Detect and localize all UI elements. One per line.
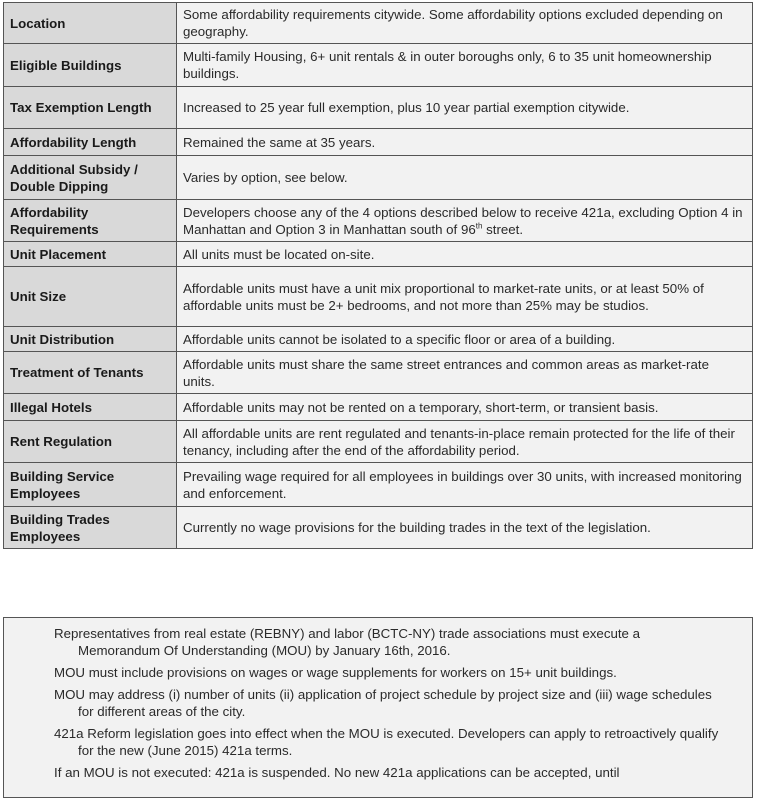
row-label: Affordability Length <box>4 129 177 156</box>
row-value: Currently no wage provisions for the building trades in the text of the legislation. <box>177 507 753 549</box>
note-item: MOU may address (i) number of units (ii) application of project schedule by project size and (iii) wage schedules for different areas of the city. <box>54 687 712 719</box>
row-label: Eligible Buildings <box>4 44 177 87</box>
row-label: Unit Size <box>4 267 177 327</box>
row-value: Prevailing wage required for all employees in buildings over 30 units, with increased monitoring and enforcement. <box>177 463 753 507</box>
table-row <box>4 3 753 44</box>
row-value: Remained the same at 35 years. <box>177 129 753 156</box>
row-label: Additional Subsidy / Double Dipping <box>4 156 177 200</box>
row-value: All units must be located on-site. <box>177 242 753 267</box>
table-row <box>4 352 753 394</box>
row-value: All affordable units are rent regulated and tenants-in-place remain protected for the life of their tenancy, including after the end of the affordability period. <box>177 421 753 463</box>
row-label: Location <box>4 3 177 44</box>
note-item: 421a Reform legislation goes into effect when the MOU is executed. Developers can apply to retroactively qualify for the new (June 2015) 421a terms. <box>54 726 719 758</box>
table-row <box>4 129 753 156</box>
row-value <box>177 200 753 242</box>
table-row <box>4 327 753 352</box>
row-value: Affordable units must have a unit mix proportional to market-rate units, or at least 50% of affordable units must be 2+ bedrooms, and not more than 25% may be studios. <box>177 267 753 327</box>
row-value: Increased to 25 year full exemption, plus 10 year partial exemption citywide. <box>177 87 753 129</box>
table-row <box>4 267 753 327</box>
table-row <box>4 156 753 200</box>
row-label: Unit Placement <box>4 242 177 267</box>
table-row <box>4 421 753 463</box>
row-value: Varies by option, see below. <box>177 156 753 200</box>
row-value: Some affordability requirements citywide. Some affordability options excluded depending on geography. <box>177 3 753 44</box>
note-item: Representatives from real estate (REBNY) and labor (BCTC-NY) trade associations must execute a Memorandum Of Understanding (MOU) by January 16th, 2016. <box>54 626 641 658</box>
row-label: Treatment of Tenants <box>4 352 177 394</box>
policy-table <box>3 2 753 549</box>
row-value: Affordable units must share the same street entrances and common areas as market-rate units. <box>177 352 753 394</box>
row-label: Rent Regulation <box>4 421 177 463</box>
row-value: Affordable units cannot be isolated to a specific floor or area of a building. <box>177 327 753 352</box>
table-row <box>4 200 753 242</box>
note-item: If an MOU is not executed: 421a is suspended. No new 421a applications can be accepted, until <box>54 765 620 780</box>
row-label: Tax Exemption Length <box>4 87 177 129</box>
table-row <box>4 507 753 549</box>
row-label: Building Service Employees <box>4 463 177 507</box>
table-row <box>4 44 753 87</box>
row-label: Affordability Requirements <box>4 200 177 242</box>
table-row <box>4 242 753 267</box>
value-text: Developers choose any of the 4 options described below to receive 421a, excluding Option 4 in Manhattan and Option 3 in Manhattan south of 96 <box>183 204 743 237</box>
table-row <box>4 87 753 129</box>
row-label: Unit Distribution <box>4 327 177 352</box>
row-value: Multi-family Housing, 6+ unit rentals & in outer boroughs only, 6 to 35 unit homeownership buildings. <box>177 44 753 87</box>
superscript-text: th <box>475 221 483 231</box>
table-row <box>4 394 753 421</box>
note-item: MOU must include provisions on wages or wage supplements for workers on 15+ unit buildings. <box>54 665 617 680</box>
table-row <box>4 463 753 507</box>
row-label: Building Trades Employees <box>4 507 177 549</box>
row-label: Illegal Hotels <box>4 394 177 421</box>
notes-section <box>3 617 753 798</box>
value-text-end: street. <box>482 221 524 237</box>
row-value: Affordable units may not be rented on a temporary, short-term, or transient basis. <box>177 394 753 421</box>
